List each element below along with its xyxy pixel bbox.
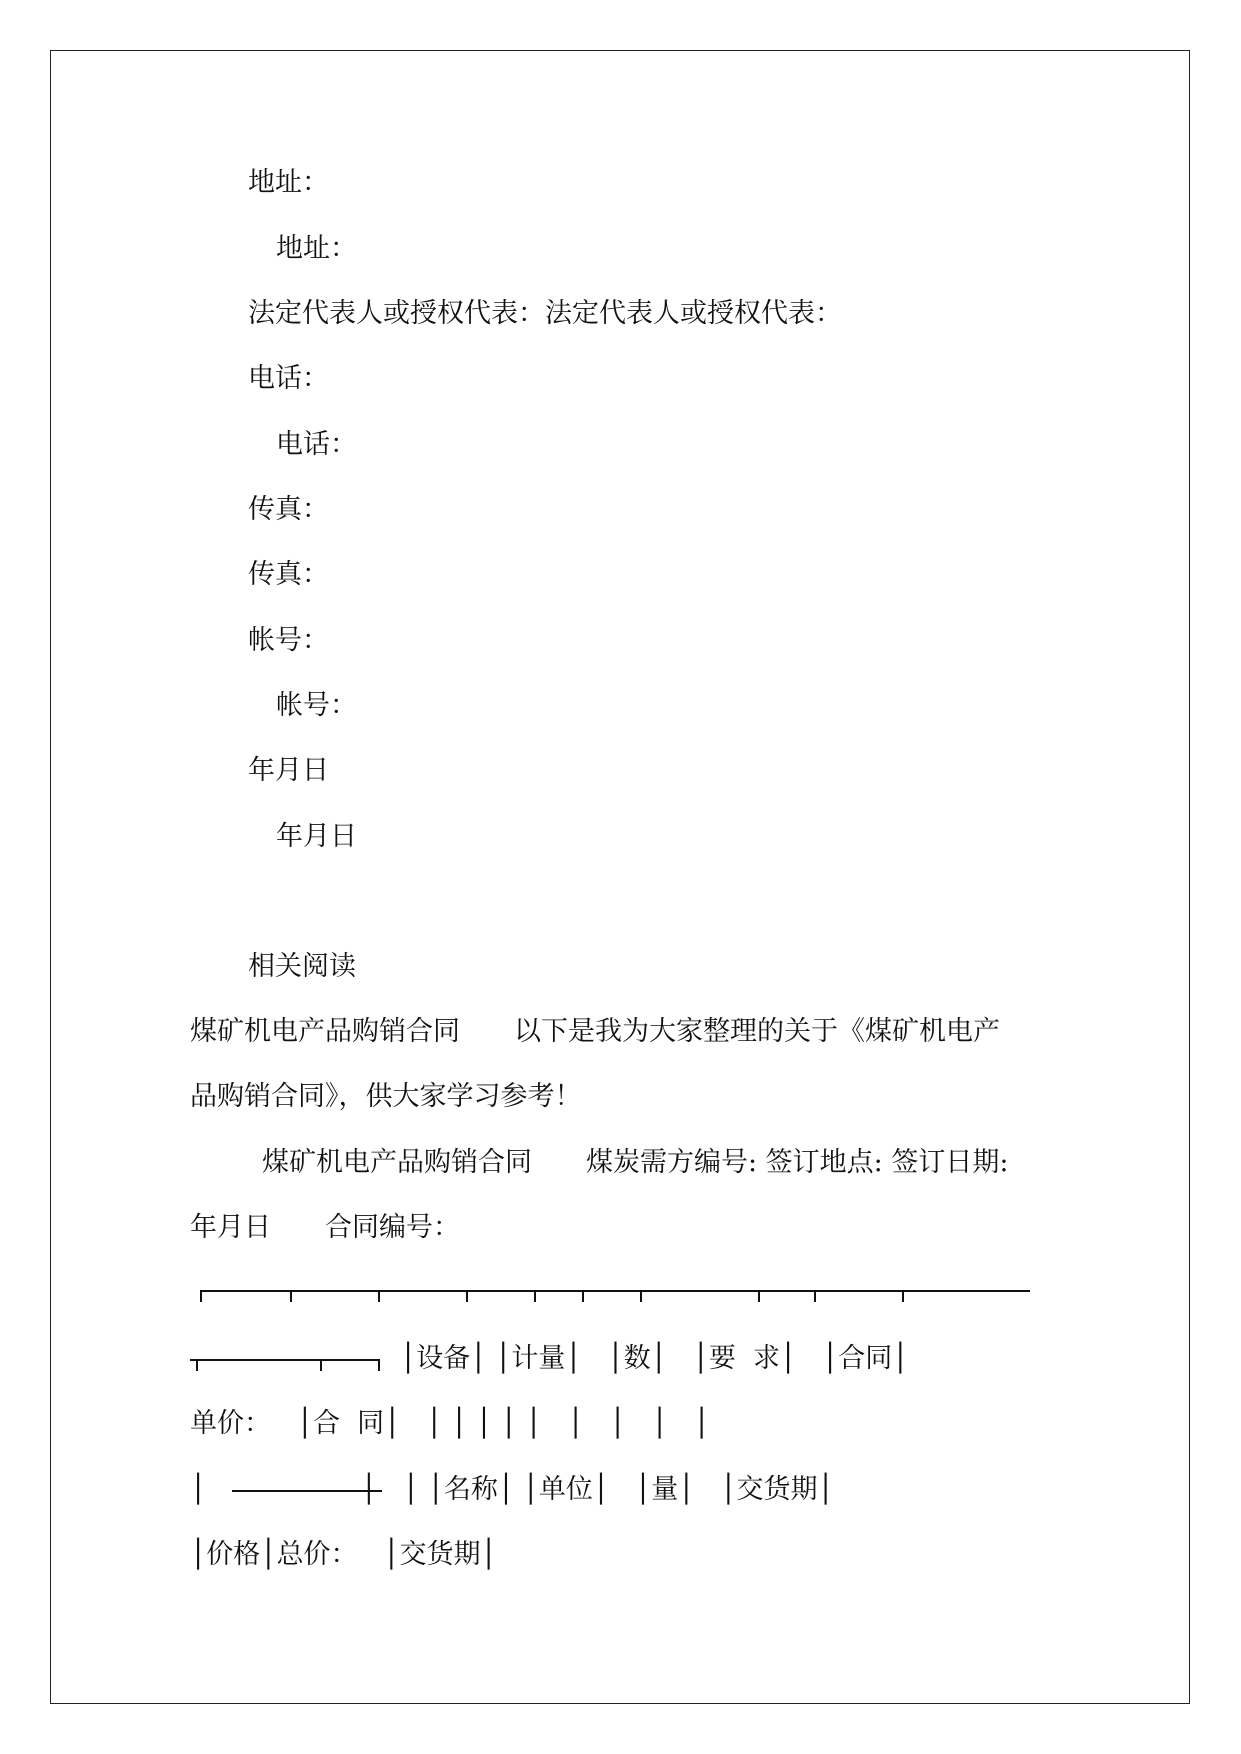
account-label-1: 帐号： (248, 625, 329, 656)
representative-labels: 法定代表人或授权代表：法定代表人或授权代表： (248, 298, 842, 329)
table-row-text: 单价： │合 同│ │ │ │ │ │ │ │ │ │ (190, 1408, 710, 1439)
paragraph-line: 煤矿机电产品购销合同 煤炭需方编号: 签订地点: 签订日期: (262, 1147, 1009, 1178)
table-row-text: │价格│总价： │交货期│ (190, 1539, 497, 1570)
table-row-text: │设备│ │计量│ │数│ │要 求│ │合同│ (400, 1343, 909, 1374)
paragraph-line: 煤矿机电产品购销合同 以下是我为大家整理的关于《煤矿机电产 (190, 1016, 1000, 1047)
paragraph-line: 品购销合同》，供大家学习参考！ (190, 1081, 582, 1112)
fax-label-2: 传真： (248, 559, 329, 590)
table-row-text: │ │ │ │名称│ │单位│ │量│ │交货期│ (190, 1474, 834, 1505)
phone-label-2: 电话： (276, 429, 357, 460)
phone-label-1: 电话： (248, 363, 329, 394)
fax-label-1: 传真： (248, 494, 329, 525)
date-label-2: 年月日 (276, 821, 357, 852)
paragraph-line: 年月日 合同编号： (190, 1212, 460, 1243)
address-label-2: 地址： (276, 233, 357, 264)
account-label-2: 帐号： (276, 690, 357, 721)
date-label-1: 年月日 (248, 755, 329, 786)
address-label-1: 地址： (248, 167, 329, 198)
related-heading: 相关阅读 (248, 951, 356, 982)
